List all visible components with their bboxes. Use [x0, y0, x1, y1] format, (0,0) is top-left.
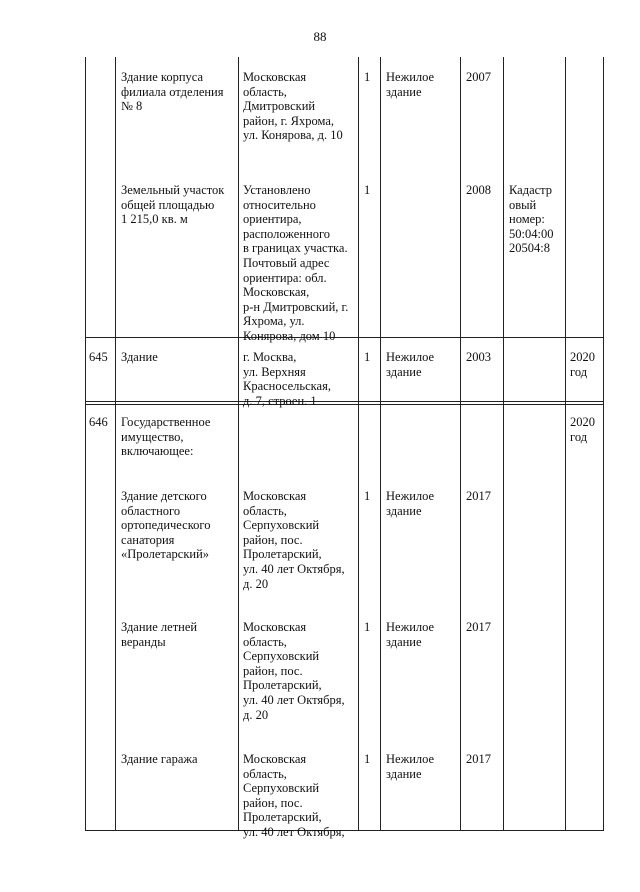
column-rule: [85, 57, 86, 830]
column-rule: [238, 57, 239, 830]
year-cell: 2003: [466, 350, 491, 364]
purpose-cell: Нежилое здание: [386, 70, 435, 99]
object-address-cell: г. Москва, ул. Верхняя Красносельская, д. 7, строен. 1: [243, 350, 331, 408]
object-address-cell: Установлено относительно ориентира, расположенного в границах участка. Почтовый адрес ориентира: обл. Московская, р-н Дмитровский, г. Яхрома, ул. Конярова, дом 10: [243, 183, 349, 343]
note-cell: Кадастр овый номер: 50:04:00 20504:8: [509, 183, 554, 256]
row-number-cell: 646: [89, 415, 108, 429]
column-rule: [603, 57, 604, 830]
purpose-cell: Нежилое здание: [386, 489, 435, 518]
row-number-cell: 645: [89, 350, 108, 364]
purpose-cell: Нежилое здание: [386, 752, 435, 781]
term-cell: 2020 год: [570, 350, 595, 379]
year-cell: 2017: [466, 620, 491, 634]
object-name-cell: Государственное имущество, включающее:: [121, 415, 211, 459]
object-address-cell: Московская область, Серпуховский район, пос. Пролетарский, ул. 40 лет Октября, д. 20: [243, 489, 345, 591]
year-cell: 2017: [466, 752, 491, 766]
column-rule: [358, 57, 359, 830]
quantity-cell: 1: [364, 620, 371, 634]
column-rule: [460, 57, 461, 830]
object-name-cell: Здание летней веранды: [121, 620, 198, 649]
object-address-cell: Московская область, Дмитровский район, г. Яхрома, ул. Конярова, д. 10: [243, 70, 343, 143]
column-rule: [503, 57, 504, 830]
object-name-cell: Здание корпуса филиала отделения № 8: [121, 70, 224, 114]
quantity-cell: 1: [364, 752, 371, 766]
quantity-cell: 1: [364, 350, 371, 364]
object-name-cell: Здание детского областного ортопедического санатория «Пролетарский»: [121, 489, 211, 562]
purpose-cell: Нежилое здание: [386, 620, 435, 649]
purpose-cell: Нежилое здание: [386, 350, 435, 379]
column-rule: [380, 57, 381, 830]
term-cell: 2020 год: [570, 415, 595, 444]
page-number: 88: [313, 29, 327, 44]
object-name-cell: Земельный участок общей площадью 1 215,0 кв. м: [121, 183, 225, 227]
year-cell: 2007: [466, 70, 491, 84]
object-name-cell: Здание: [121, 350, 158, 364]
column-rule: [565, 57, 566, 830]
quantity-cell: 1: [364, 183, 371, 197]
object-address-cell: Московская область, Серпуховский район, пос. Пролетарский, ул. 40 лет Октября,: [243, 752, 345, 839]
year-cell: 2017: [466, 489, 491, 503]
object-address-cell: Московская область, Серпуховский район, пос. Пролетарский, ул. 40 лет Октября, д. 20: [243, 620, 345, 722]
quantity-cell: 1: [364, 489, 371, 503]
year-cell: 2008: [466, 183, 491, 197]
quantity-cell: 1: [364, 70, 371, 84]
object-name-cell: Здание гаража: [121, 752, 198, 766]
column-rule: [115, 57, 116, 830]
